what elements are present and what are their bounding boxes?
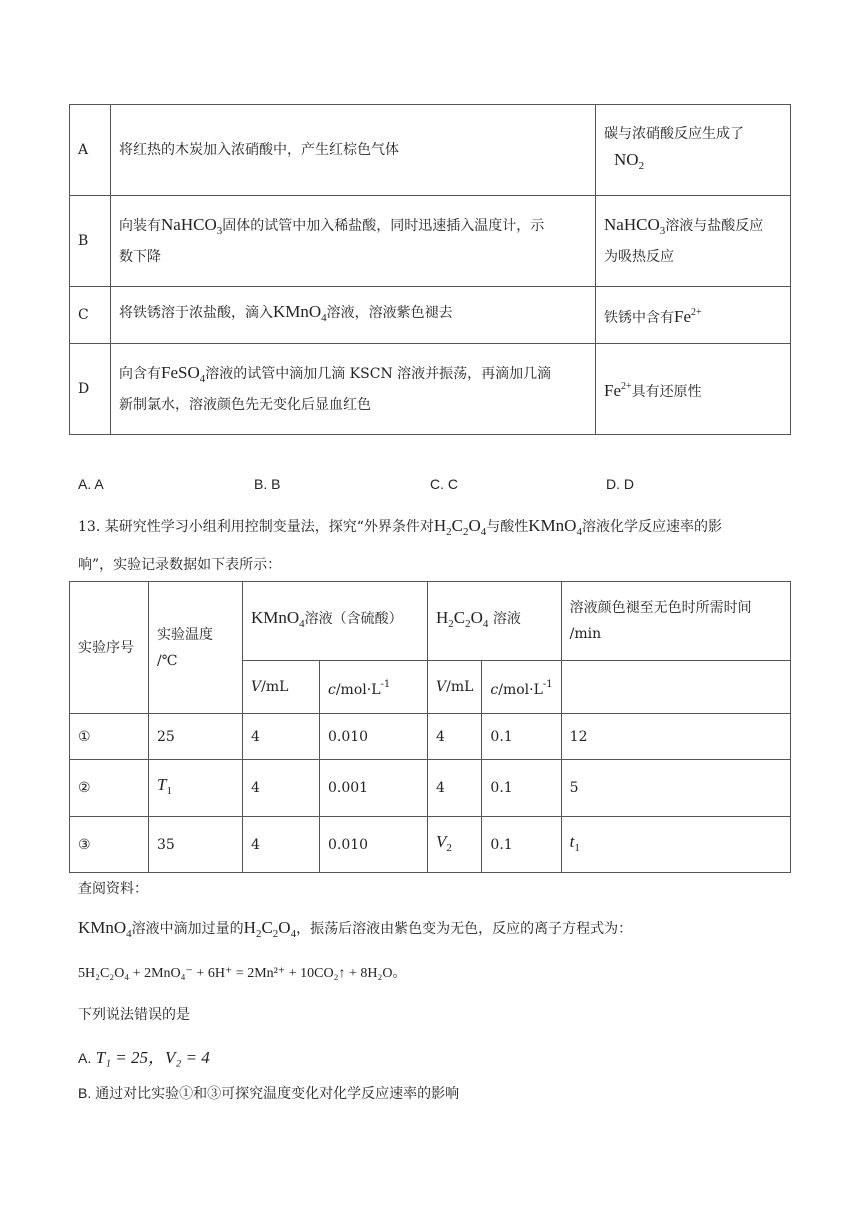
operation-cell: 向含有FeSO$_4$溶液的试管中滴加几滴 KSCN 溶液并振荡，再滴加几滴 新制氯水，溶液颜色先无变化后显血红色 [111, 344, 596, 435]
header-h2c2o4: $H_2C_2O_4$ 溶液 [428, 582, 562, 661]
header-seq: 实验序号 [70, 582, 149, 714]
row-label: A [70, 105, 111, 196]
sub-v: V/mL [243, 661, 320, 714]
operation-cell: 向装有NaHCO$_3$固体的试管中加入稀盐酸，同时迅速插入温度计，示 数下降 [111, 196, 596, 287]
choice-a[interactable]: A. A [78, 476, 104, 492]
table-row: ③ 35 4 0.010 $V_2$ 0.1 $t_1$ [70, 817, 791, 873]
table-row: ② $T_1$ 4 0.001 4 0.1 5 [70, 760, 791, 817]
conclusion-cell: NaHCO$_3$溶液与盐酸反应 为吸热反应 [596, 196, 791, 287]
ion-equation: 5H₂C₂O₄ + 2MnO₄⁻ + 6H⁺ = 2Mn²⁺ + 10CO₂↑ + 8H₂O。 [78, 966, 407, 981]
sub-c: $c/mol\cdot L^{-1}$ [320, 661, 428, 714]
option-b[interactable]: B. 通过对比实验①和③可探究温度变化对化学反应速率的影响 [78, 1085, 460, 1101]
sub-c: $c/mol\cdot L^{-1}$ [482, 661, 561, 714]
header-kmno4: KMnO$_4$溶液（含硫酸） [243, 582, 428, 661]
row-label: C [70, 287, 111, 344]
header-time: 溶液颜色褪至无色时所需时间 /min [561, 582, 790, 661]
option-a[interactable]: A. T₁ = 25，V₂ = 4 [78, 1048, 210, 1067]
ref-line: KMnO$_4$溶液中滴加过量的$H_2C_2O_4$，振荡后溶液由紫色变为无色，反应的离子方程式为： [78, 918, 633, 940]
q13-stem-line2: 响”，实验记录数据如下表所示： [78, 557, 282, 573]
conclusion-cell: 铁锈中含有$Fe^{2+}$ [596, 287, 791, 344]
question-text: 下列说法错误的是 [78, 1007, 190, 1023]
conclusion-cell: 碳与浓硝酸反应生成了 $NO_2$ [596, 105, 791, 196]
sub-time [561, 661, 790, 714]
table-row: ① 25 4 0.010 4 0.1 12 [70, 714, 791, 760]
experiment-table [69, 581, 791, 873]
q13-stem: 13. 某研究性学习小组利用控制变量法，探究“外界条件对$H_2C_2O_4$与酸性KMnO$_4$溶液化学反应速率的影 [78, 516, 722, 538]
operation-cell: 将红热的木炭加入浓硝酸中，产生红棕色气体 [111, 105, 596, 196]
operation-cell: 将铁锈溶于浓盐酸，滴入KMnO$_4$溶液，溶液紫色褪去 [111, 287, 596, 344]
conclusion-cell: $Fe^{2+}$具有还原性 [596, 344, 791, 435]
header-temp: 实验温度 /℃ [149, 582, 243, 714]
conclusion-table [69, 104, 791, 435]
row-label: D [70, 344, 111, 435]
sub-v: V/mL [428, 661, 482, 714]
choice-d[interactable]: D. D [606, 476, 634, 492]
row-label: B [70, 196, 111, 287]
ref-title: 查阅资料： [78, 881, 148, 897]
choice-c[interactable]: C. C [430, 476, 458, 492]
choice-b[interactable]: B. B [254, 476, 281, 492]
